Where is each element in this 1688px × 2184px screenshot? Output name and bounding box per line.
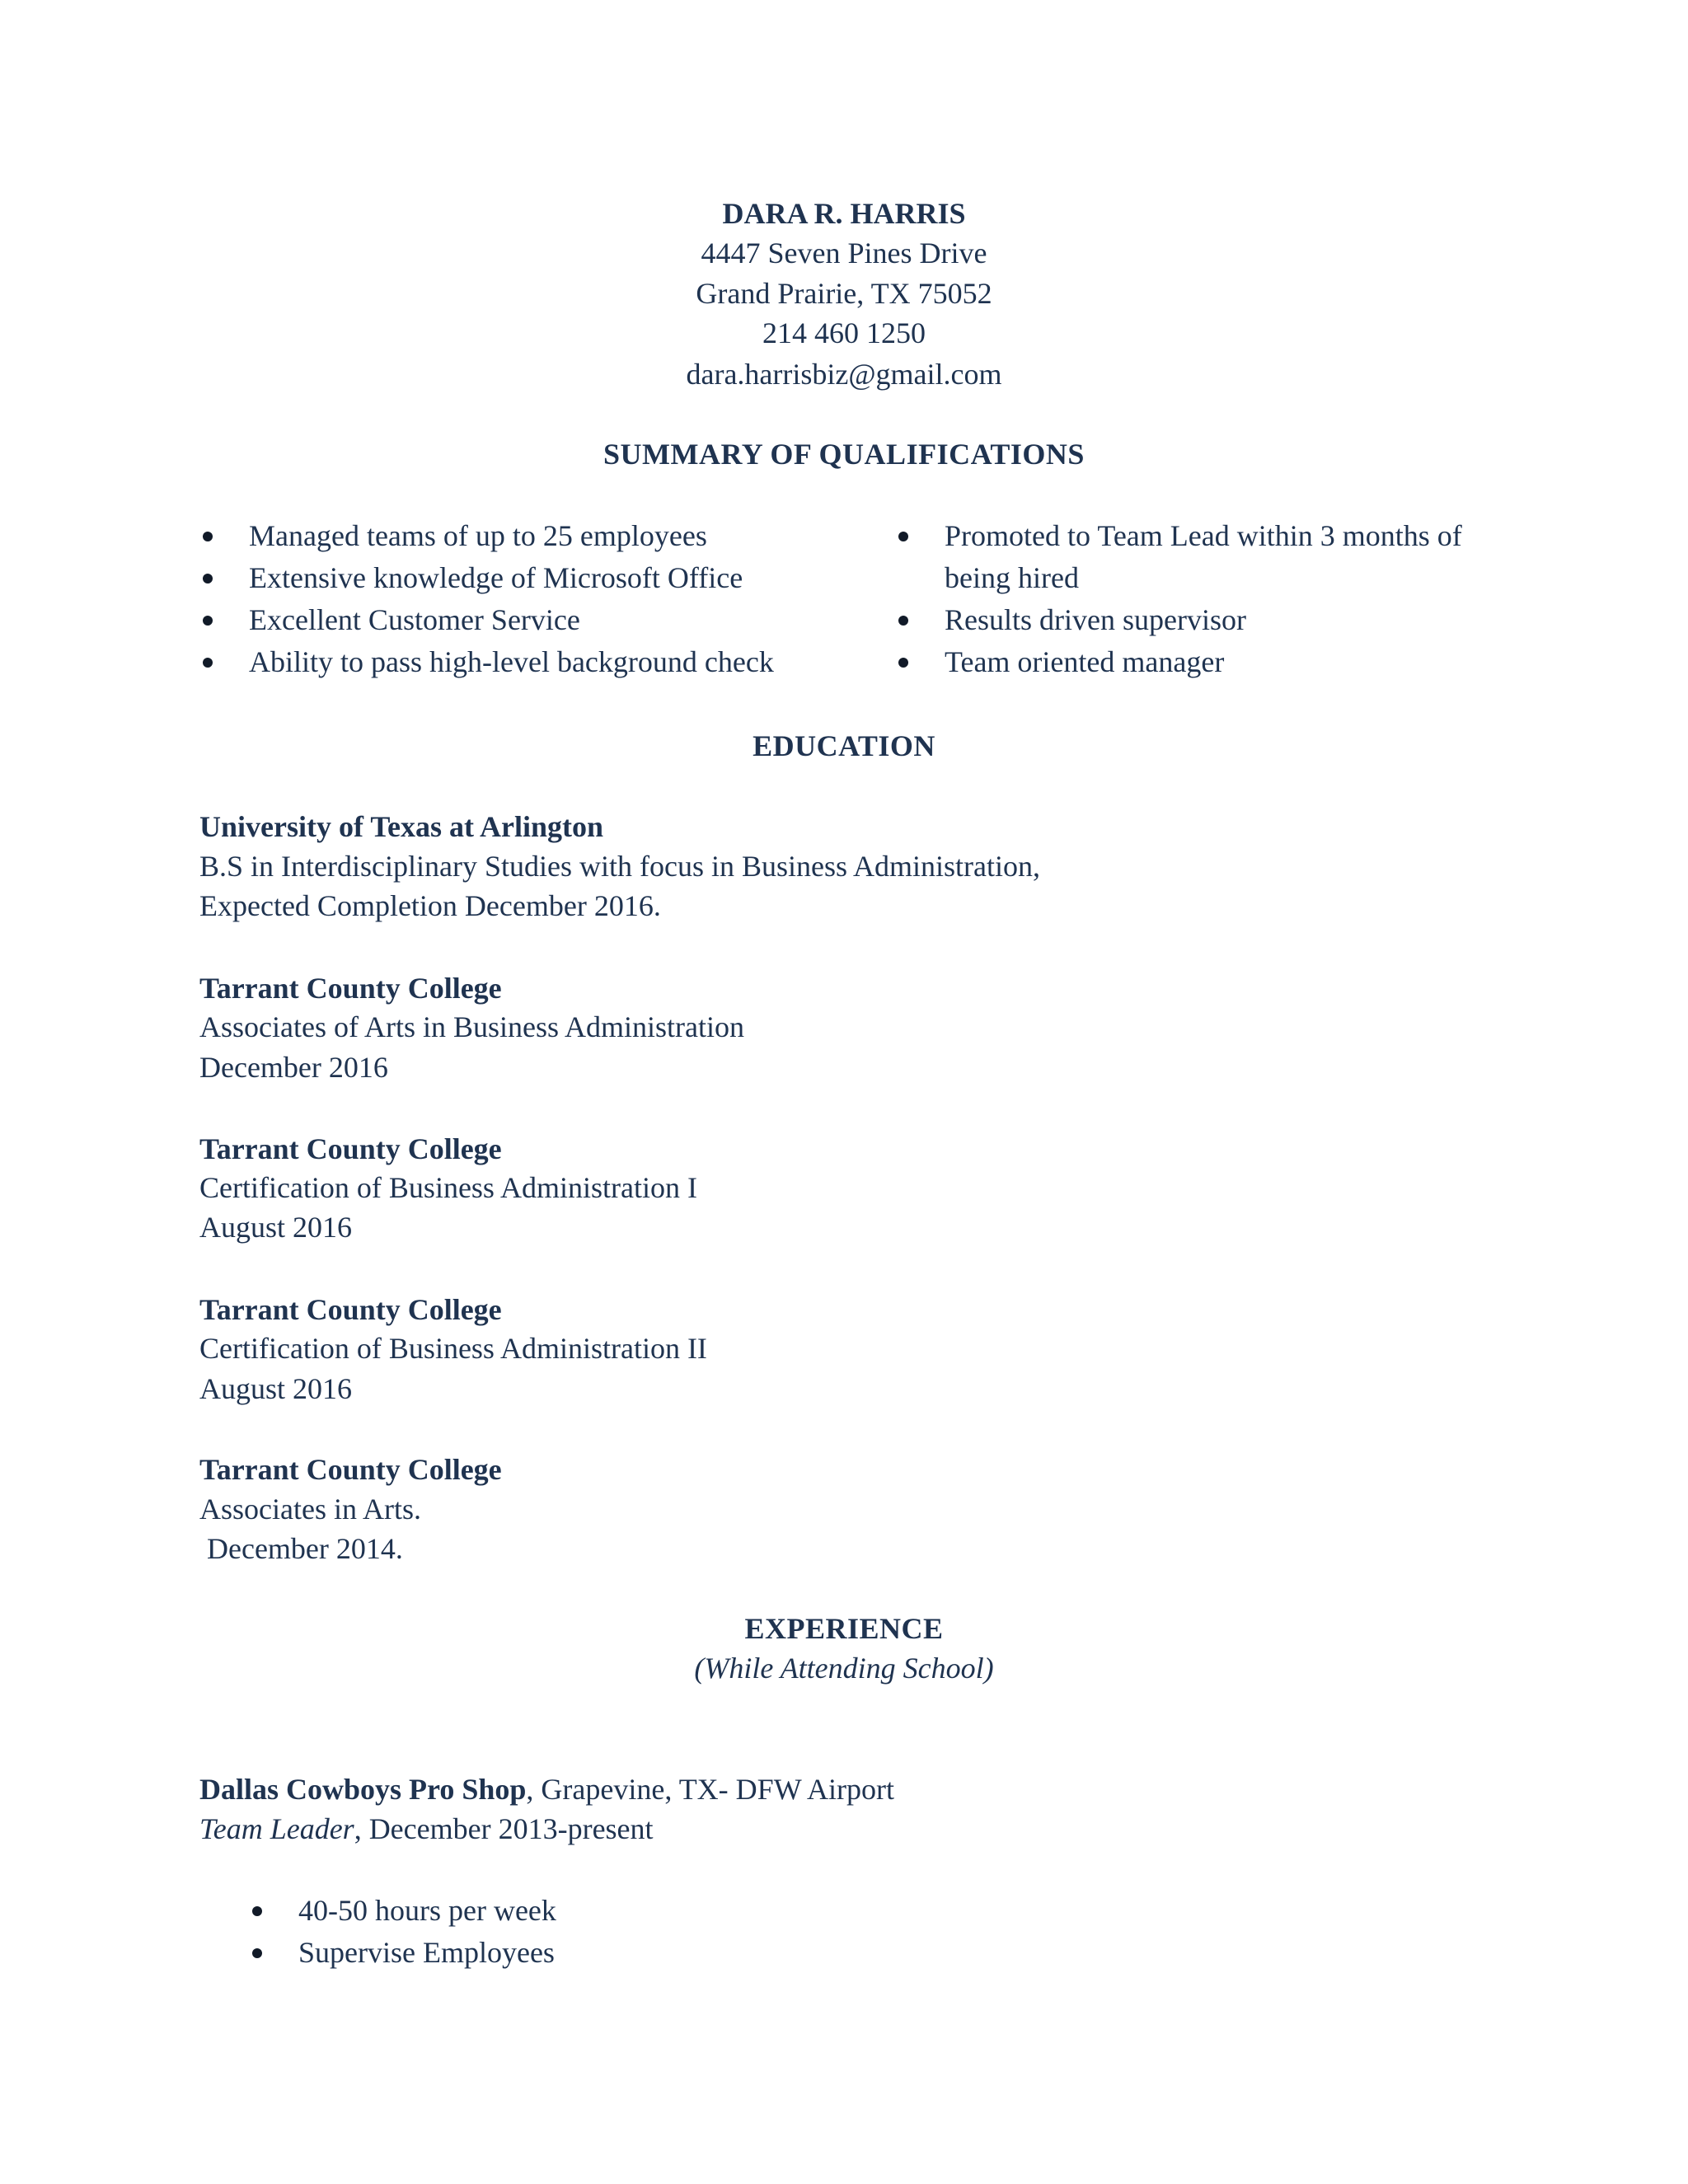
summary-right-list bbox=[945, 515, 1462, 683]
degree-date: December 2016 bbox=[199, 1051, 388, 1084]
list-item: Results driven supervisor bbox=[945, 599, 1462, 641]
list-item: Team oriented manager bbox=[945, 641, 1462, 683]
job-dates: , December 2013-present bbox=[354, 1812, 654, 1845]
school-name: Tarrant County College bbox=[199, 1132, 502, 1165]
summary-left-list bbox=[249, 515, 774, 683]
degree-date: August 2016 bbox=[199, 1372, 353, 1405]
bullet-icon bbox=[252, 1906, 262, 1916]
degree-line: Certification of Business Administration II bbox=[199, 1332, 707, 1365]
job-title: Team Leader bbox=[199, 1812, 354, 1845]
bullet-icon bbox=[203, 658, 213, 668]
list-item: Excellent Customer Service bbox=[249, 599, 774, 641]
resume-name: DARA R. HARRIS bbox=[722, 197, 966, 230]
degree-line: Certification of Business Administration I bbox=[199, 1171, 697, 1204]
list-item: 40-50 hours per week bbox=[298, 1890, 556, 1932]
degree-line: Associates in Arts. bbox=[199, 1493, 421, 1526]
employer-name: Dallas Cowboys Pro Shop bbox=[199, 1773, 527, 1806]
employer-location: , Grapevine, TX- DFW Airport bbox=[526, 1773, 895, 1806]
degree-date: August 2016 bbox=[199, 1211, 353, 1244]
bullet-icon bbox=[898, 616, 908, 626]
bullet-icon bbox=[898, 658, 908, 668]
school-name: Tarrant County College bbox=[199, 972, 502, 1005]
bullet-icon bbox=[203, 616, 213, 626]
degree-date: Expected Completion December 2016. bbox=[199, 889, 661, 922]
list-item: Supervise Employees bbox=[298, 1932, 556, 1974]
school-name: University of Texas at Arlington bbox=[199, 810, 604, 843]
list-item: Managed teams of up to 25 employees bbox=[249, 515, 774, 557]
job-employer-line bbox=[199, 1769, 894, 1809]
degree-line: B.S in Interdisciplinary Studies with focus in Business Administration, bbox=[199, 850, 1040, 883]
bullet-icon bbox=[203, 532, 213, 541]
experience-heading: EXPERIENCE bbox=[744, 1612, 944, 1645]
address-street: 4447 Seven Pines Drive bbox=[701, 237, 987, 269]
list-item: Ability to pass high-level background check bbox=[249, 641, 774, 683]
list-item-continuation: being hired bbox=[945, 561, 1079, 594]
list-item: Extensive knowledge of Microsoft Office bbox=[249, 557, 774, 599]
summary-heading: SUMMARY OF QUALIFICATIONS bbox=[603, 438, 1085, 471]
bullet-icon bbox=[252, 1948, 262, 1958]
school-name: Tarrant County College bbox=[199, 1453, 502, 1486]
job-title-line bbox=[199, 1809, 654, 1849]
address-city: Grand Prairie, TX 75052 bbox=[696, 277, 992, 310]
bullet-icon bbox=[203, 574, 213, 583]
degree-line: Associates of Arts in Business Administration bbox=[199, 1010, 744, 1043]
email-address: dara.harrisbiz@gmail.com bbox=[686, 358, 1002, 391]
experience-subheading: (While Attending School) bbox=[694, 1652, 994, 1685]
list-item: Promoted to Team Lead within 3 months of bbox=[945, 515, 1462, 557]
job-duties-list bbox=[298, 1890, 556, 1974]
phone-number: 214 460 1250 bbox=[762, 316, 926, 349]
degree-date: December 2014. bbox=[199, 1532, 403, 1565]
bullet-icon bbox=[898, 532, 908, 541]
education-heading: EDUCATION bbox=[753, 729, 935, 762]
school-name: Tarrant County College bbox=[199, 1293, 502, 1326]
